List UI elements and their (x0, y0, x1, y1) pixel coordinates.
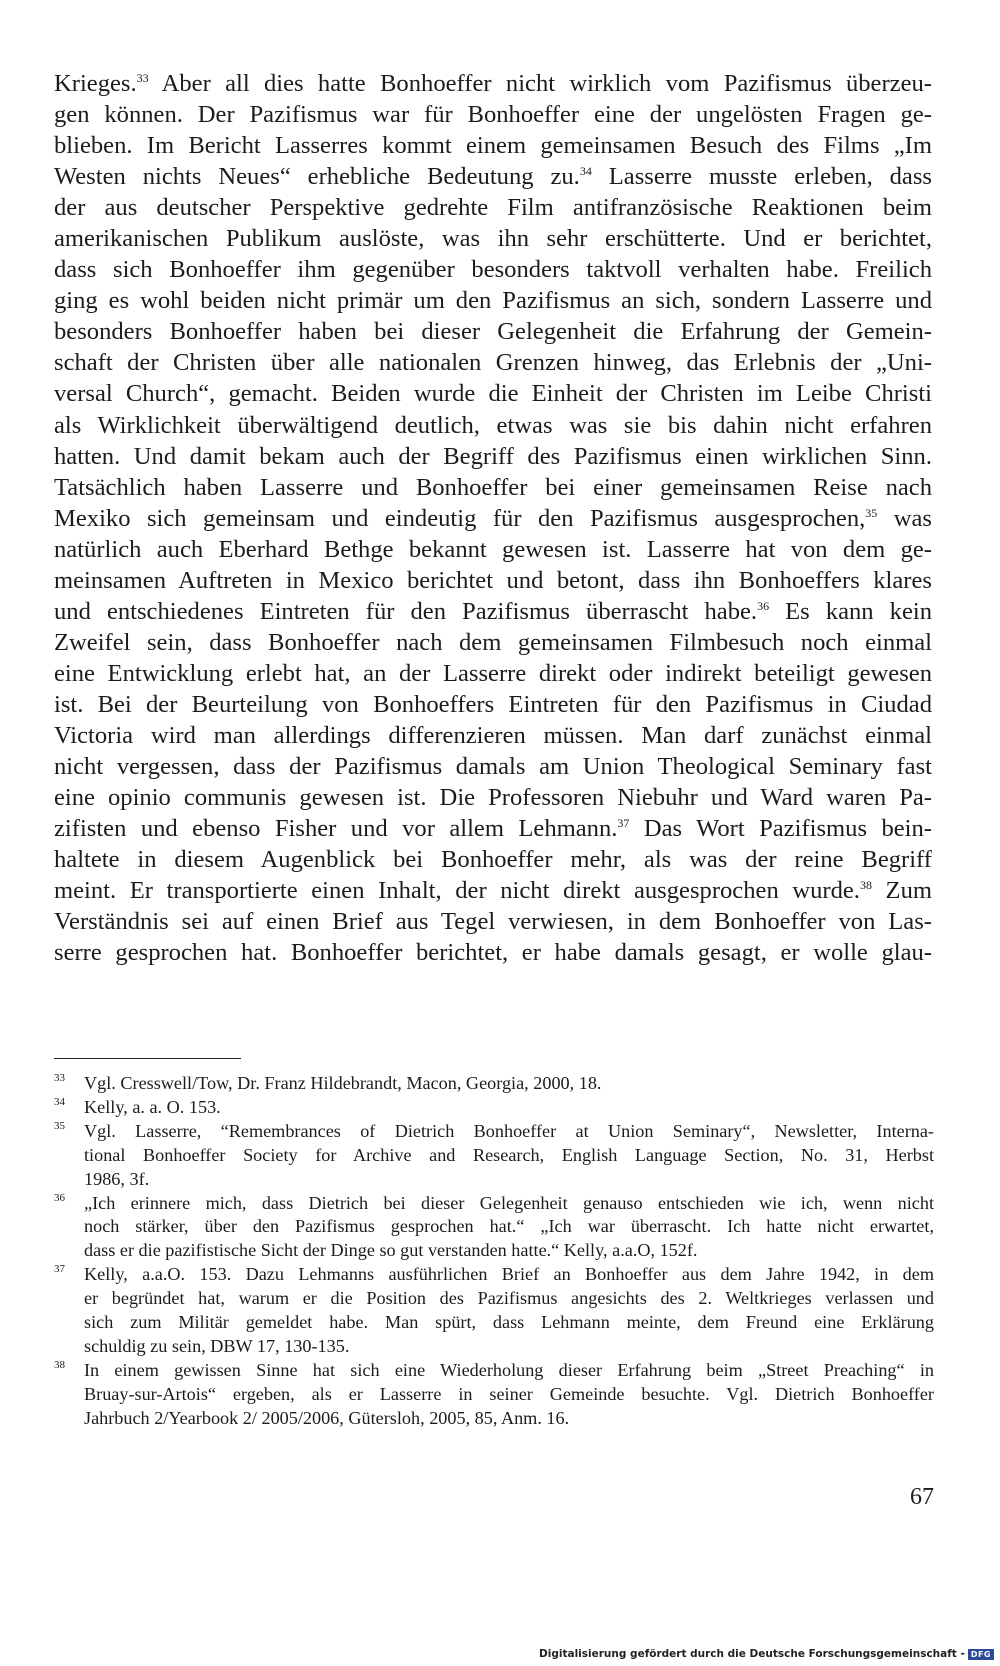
body-line-text: nicht vergessen, dass der Pazifismus damals am Union Theological Seminary fast (54, 753, 932, 781)
body-line-text: Victoria wird man allerdings differenzieren müssen. Man darf zunächst einmal (54, 721, 932, 749)
body-line (54, 410, 932, 441)
body-line-text: dass sich Bonhoeffer ihm gegenüber besonders taktvoll verhalten habe. Freilich (54, 256, 932, 284)
footnote-line: dass er die pazifistische Sicht der Dinge so gut verstanden hatte.“ Kelly, a.a.O, 152f. (84, 1240, 698, 1261)
footnote-line: noch stärker, über den Pazifismus gesprochen hat.“ „Ich war überrascht. Ich hatte nicht erwartet, (84, 1216, 934, 1237)
body-line (54, 906, 932, 937)
body-line (54, 192, 932, 223)
body-line-text: schaft der Christen über alle nationalen Grenzen hinweg, das Erlebnis der „Uni- (54, 349, 932, 377)
body-line-text: Zweifel sein, dass Bonhoeffer nach dem gemeinsamen Filmbesuch noch einmal (54, 628, 932, 656)
body-line-text: meint. Er transportierte einen Inhalt, der nicht direkt ausgesprochen wurde. (54, 877, 860, 905)
digitization-notice (539, 1648, 994, 1660)
footnote (54, 1192, 934, 1264)
body-line-text: besonders Bonhoeffer haben bei dieser Gelegenheit die Erfahrung der Gemein- (54, 318, 932, 346)
footnote-text (84, 1120, 934, 1192)
body-line-text: haltete in diesem Augenblick bei Bonhoeffer mehr, als was der reine Begriff (54, 846, 932, 874)
body-line-text: hatten. Und damit bekam auch der Begriff des Pazifismus einen wirklichen Sinn. (54, 442, 932, 470)
footnote-ref: 34 (579, 163, 592, 178)
page-number: 67 (910, 1484, 934, 1510)
body-line-text: Mexiko sich gemeinsam und eindeutig für den Pazifismus ausgesprochen, (54, 504, 866, 532)
footnotes (54, 1072, 934, 1431)
footnote-line: Bruay-sur-Artois“ ergeben, als er Lasserre in seiner Gemeinde besuchte. Vgl. Dietrich Bonhoeffer (84, 1383, 934, 1404)
body-line (54, 565, 932, 596)
footnote-line: Jahrbuch 2/Yearbook 2/ 2005/2006, Gütersloh, 2005, 85, Anm. 16. (84, 1407, 570, 1428)
body-line (54, 596, 932, 627)
body-line-text: serre gesprochen hat. Bonhoeffer berichtet, er habe damals gesagt, er wolle glau- (54, 939, 932, 967)
footnote-line: Kelly, a.a.O. 153. Dazu Lehmanns ausführlichen Brief an Bonhoeffer aus dem Jahre 1942, in dem (84, 1264, 934, 1285)
footnote-ref: 37 (617, 815, 630, 830)
body-line-text: eine opinio communis gewesen ist. Die Professoren Niebuhr und Ward waren Pa- (54, 784, 932, 812)
body-line (54, 875, 932, 906)
body-line-text: Westen nichts Neues“ erhebliche Bedeutung zu. (54, 163, 580, 191)
body-line-text: Zum (871, 877, 932, 905)
footnote-ref: 35 (865, 505, 878, 520)
footnote-ref: 33 (136, 70, 149, 85)
body-line (54, 347, 932, 378)
footnote-ref: 38 (859, 878, 872, 893)
footnote-text (84, 1359, 934, 1431)
body-line (54, 130, 932, 161)
body-line (54, 316, 932, 347)
footnote-number: 38 (54, 1358, 65, 1371)
footnote-line: tional Bonhoeffer Society for Archive and Research, English Language Section, No. 31, Herbst (84, 1144, 934, 1165)
body-line (54, 161, 932, 192)
footnote (54, 1359, 934, 1431)
body-line-text: Krieges. (54, 70, 137, 97)
body-line (54, 937, 932, 968)
body-line-text: gen können. Der Pazifismus war für Bonhoeffer eine der ungelösten Fragen ge- (54, 101, 932, 129)
footnote-line: Kelly, a. a. O. 153. (84, 1096, 221, 1117)
body-line-text: meinsamen Auftreten in Mexico berichtet und betont, dass ihn Bonhoeffers klares (54, 566, 932, 594)
body-line-text: Aber all dies hatte Bonhoeffer nicht wirklich vom Pazifismus überzeu- (148, 70, 932, 97)
footnote (54, 1096, 934, 1120)
body-line (54, 68, 932, 99)
footnote-text (84, 1192, 934, 1264)
body-line-text: blieben. Im Bericht Lasserres kommt einem gemeinsamen Besuch des Films „Im (54, 132, 932, 160)
body-line-text: versal Church“, gemacht. Beiden wurde die Einheit der Christen im Leibe Christi (54, 380, 932, 408)
footnote-number: 33 (54, 1072, 65, 1084)
body-line-text: ging es wohl beiden nicht primär um den Pazifismus an sich, sondern Lasserre und (54, 287, 932, 315)
body-line (54, 254, 932, 285)
body-line (54, 99, 932, 130)
body-line (54, 472, 932, 503)
body-line (54, 223, 932, 254)
body-line-text: Tatsächlich haben Lasserre und Bonhoeffer bei einer gemeinsamen Reise nach (54, 473, 932, 501)
body-line-text: der aus deutscher Perspektive gedrehte Film antifranzösische Reaktionen beim (54, 194, 932, 222)
footnote-text (84, 1263, 934, 1359)
body-line-text: Verständnis sei auf einen Brief aus Tegel verwiesen, in dem Bonhoeffer von Las- (54, 908, 932, 936)
body-line-text: was (877, 504, 932, 532)
body-line (54, 844, 932, 875)
footnote-ref: 36 (757, 598, 770, 613)
body-line (54, 503, 932, 534)
dfg-logo: DFG (968, 1649, 994, 1660)
body-line (54, 285, 932, 316)
footnote-line: Vgl. Lasserre, “Remembrances of Dietrich Bonhoeffer at Union Seminary“, Newsletter, Interna- (84, 1120, 934, 1141)
footnote-line: 1986, 3f. (84, 1168, 150, 1189)
body-line-text: amerikanischen Publikum auslöste, was ihn sehr erschütterte. Und er berichtet, (54, 225, 932, 253)
body-line-text: Lasserre musste erleben, dass (591, 163, 932, 191)
body-line-text: und entschiedenes Eintreten für den Pazifismus überrascht habe. (54, 597, 758, 625)
footnote-number: 37 (54, 1263, 65, 1276)
body-line-text: natürlich auch Eberhard Bethge bekannt gewesen ist. Lasserre hat von dem ge- (54, 535, 932, 563)
footnote-number: 36 (54, 1191, 65, 1204)
body-line (54, 751, 932, 782)
footnote-text (84, 1072, 934, 1096)
footnote-line: In einem gewissen Sinne hat sich eine Wiederholung dieser Erfahrung beim „Street Preaching“ in (84, 1359, 934, 1380)
body-line (54, 378, 932, 409)
footnote-line: schuldig zu sein, DBW 17, 130-135. (84, 1335, 350, 1356)
body-line (54, 534, 932, 565)
body-line (54, 658, 932, 689)
body-line-text: als Wirklichkeit überwältigend deutlich, etwas was sie bis dahin nicht erfahren (54, 411, 932, 439)
body-line (54, 441, 932, 472)
body-line (54, 782, 932, 813)
body-line (54, 720, 932, 751)
footnote (54, 1263, 934, 1359)
footnote-number: 35 (54, 1119, 65, 1132)
footnote (54, 1072, 934, 1096)
body-line-text: ist. Bei der Beurteilung von Bonhoeffers Eintreten für den Pazifismus in Ciudad (54, 690, 932, 718)
body-line-text: Das Wort Pazifismus bein- (629, 815, 932, 843)
digitization-text: Digitalisierung gefördert durch die Deutsche Forschungsgemeinschaft - (539, 1648, 965, 1660)
footnote-line: sich zum Militär gemeldet habe. Man spürt, dass Lehmann meinte, dem Freund eine Erklärung (84, 1312, 934, 1333)
footnote-line: „Ich erinnere mich, dass Dietrich bei dieser Gelegenheit genauso entschieden wie ich, wenn nicht (84, 1192, 934, 1213)
body-line-text: eine Entwicklung erlebt hat, an der Lasserre direkt oder indirekt beteiligt gewesen (54, 659, 932, 687)
body-text (54, 68, 932, 968)
body-line-text: zifisten und ebenso Fisher und vor allem Lehmann. (54, 815, 618, 843)
body-line (54, 627, 932, 658)
footnote-text (84, 1096, 934, 1120)
body-line-text: Es kann kein (769, 597, 932, 625)
body-line (54, 689, 932, 720)
footnote (54, 1120, 934, 1192)
body-line (54, 813, 932, 844)
footnote-line: er begründet hat, warum er die Position des Pazifismus angesichts des 2. Weltkrieges verlassen und (84, 1288, 934, 1309)
footnote-rule (54, 1058, 241, 1059)
footnote-line: Vgl. Cresswell/Tow, Dr. Franz Hildebrandt, Macon, Georgia, 2000, 18. (84, 1073, 602, 1093)
footnote-number: 34 (54, 1095, 65, 1108)
